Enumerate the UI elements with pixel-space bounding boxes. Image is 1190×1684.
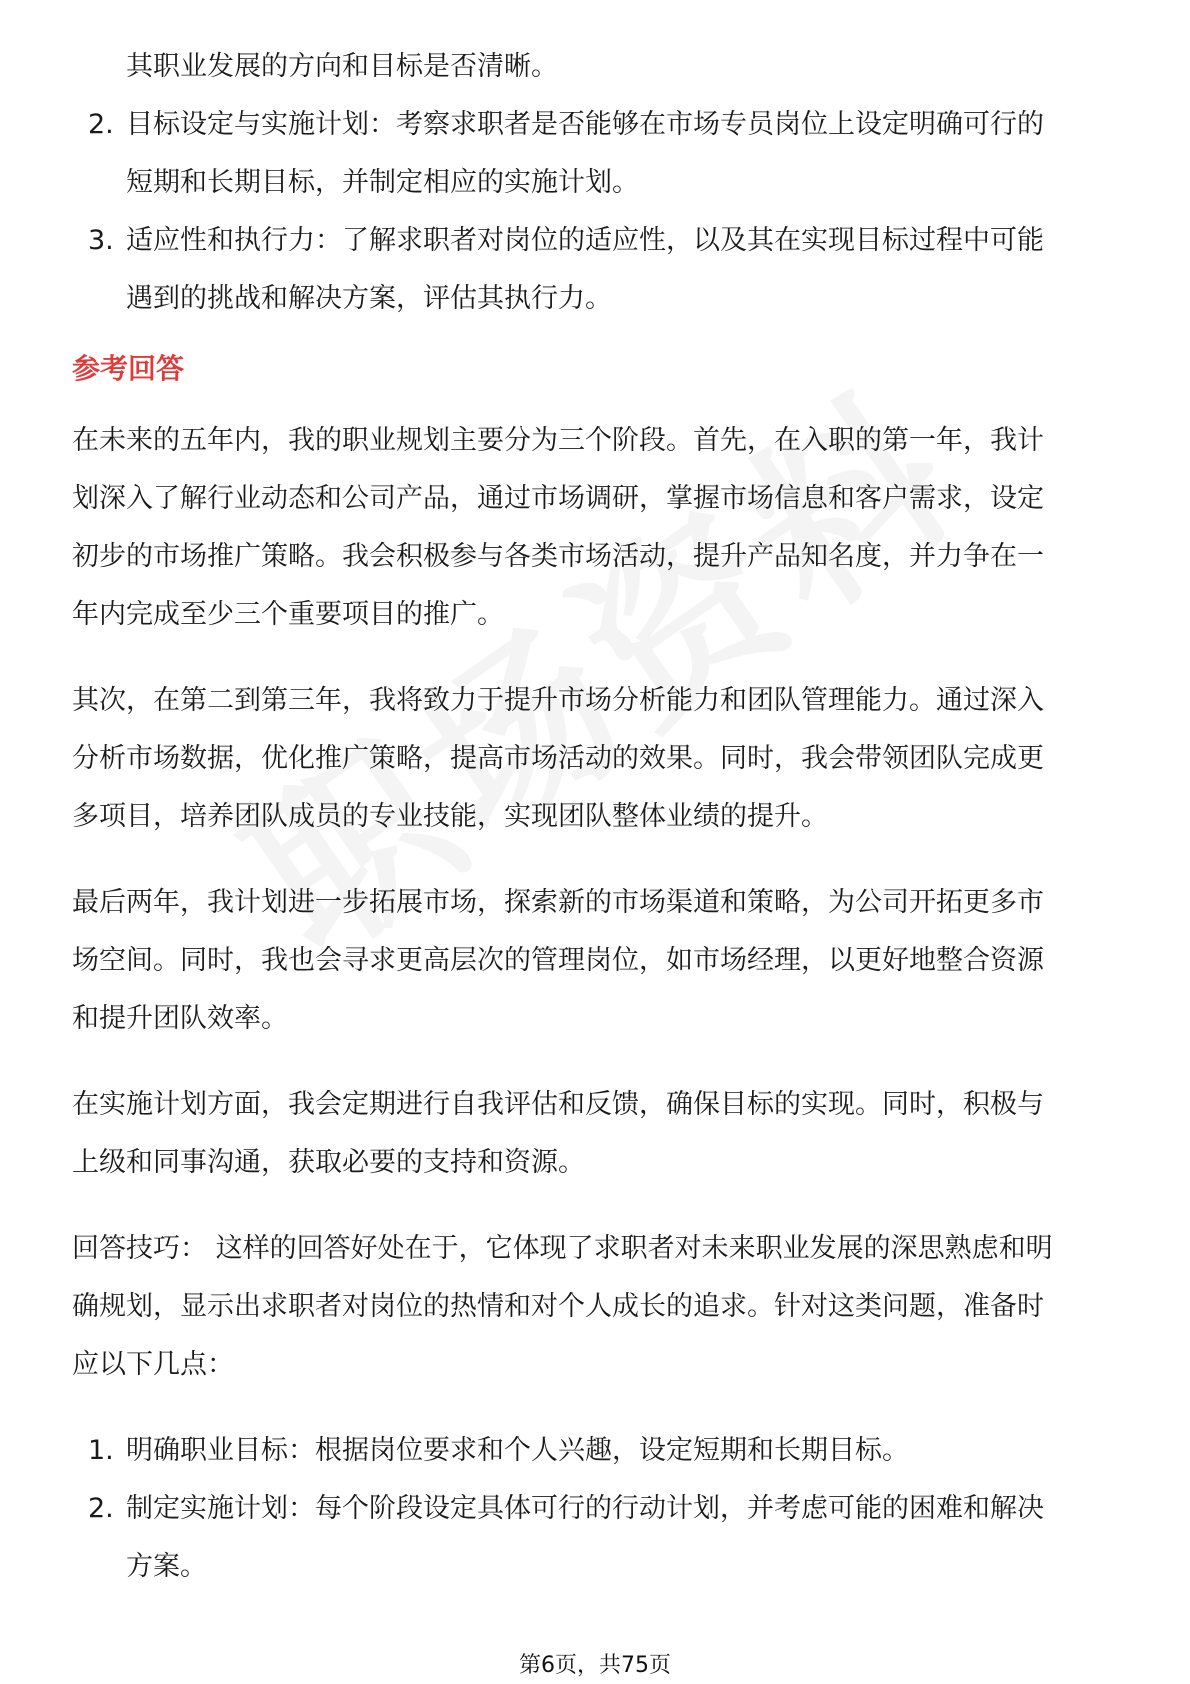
list-item xyxy=(72,96,1132,212)
list-continuation: 其职业发展的方向和目标是否清晰。 xyxy=(126,51,558,82)
list-number: 3. xyxy=(88,225,114,256)
paragraph xyxy=(72,1220,1132,1394)
page-content xyxy=(72,38,1132,1596)
paragraph-line: 在实施计划方面，我会定期进行自我评估和反馈，确保目标的实现。同时，积极与 xyxy=(72,1089,1044,1120)
paragraph-line: 分析市场数据，优化推广策略，提高市场活动的效果。同时，我会带领团队完成更 xyxy=(72,743,1044,774)
list-line: 目标设定与实施计划：考察求职者是否能够在市场专员岗位上设定明确可行的 xyxy=(126,109,1044,140)
list-item xyxy=(72,1480,1132,1596)
paragraph-line: 在未来的五年内，我的职业规划主要分为三个阶段。首先，在入职的第一年，我计 xyxy=(72,425,1044,456)
list-item xyxy=(72,1422,1132,1480)
list-line: 方案。 xyxy=(126,1551,207,1582)
paragraph-line: 上级和同事沟通，获取必要的支持和资源。 xyxy=(72,1147,585,1178)
list-number: 2. xyxy=(88,109,114,140)
paragraph-line: 其次，在第二到第三年，我将致力于提升市场分析能力和团队管理能力。通过深入 xyxy=(72,685,1044,716)
paragraph-line: 划深入了解行业动态和公司产品，通过市场调研，掌握市场信息和客户需求，设定 xyxy=(72,483,1044,514)
paragraph-line: 场空间。同时，我也会寻求更高层次的管理岗位，如市场经理，以更好地整合资源 xyxy=(72,945,1044,976)
paragraph xyxy=(72,874,1132,1048)
page-number-footer: 第6页，共75页 xyxy=(519,1653,671,1678)
list-line: 制定实施计划：每个阶段设定具体可行的行动计划，并考虑可能的困难和解决 xyxy=(126,1493,1044,1524)
paragraph-line: 和提升团队效率。 xyxy=(72,1003,288,1034)
paragraph xyxy=(72,1076,1132,1192)
paragraph-line: 初步的市场推广策略。我会积极参与各类市场活动，提升产品知名度，并力争在一 xyxy=(72,541,1044,572)
paragraph-line: 多项目，培养团队成员的专业技能，实现团队整体业绩的提升。 xyxy=(72,801,828,832)
paragraph-line: 应以下几点： xyxy=(72,1349,234,1380)
list-number: 1. xyxy=(88,1435,114,1466)
list-item xyxy=(72,212,1132,328)
paragraph-line: 确规划，显示出求职者对岗位的热情和对个人成长的追求。针对这类问题，准备时 xyxy=(72,1291,1044,1322)
paragraph-line: 年内完成至少三个重要项目的推广。 xyxy=(72,599,504,630)
list-number: 2. xyxy=(88,1493,114,1524)
paragraph-line: 最后两年，我计划进一步拓展市场，探索新的市场渠道和策略，为公司开拓更多市 xyxy=(72,887,1044,918)
list-line: 遇到的挑战和解决方案，评估其执行力。 xyxy=(126,283,612,314)
paragraph-line: 回答技巧： 这样的回答好处在于，它体现了求职者对未来职业发展的深思熟虑和明 xyxy=(72,1233,1053,1264)
paragraph xyxy=(72,672,1132,846)
list-line: 明确职业目标：根据岗位要求和个人兴趣，设定短期和长期目标。 xyxy=(126,1435,909,1466)
paragraph xyxy=(72,412,1132,644)
list-line: 短期和长期目标，并制定相应的实施计划。 xyxy=(126,167,639,198)
list-line: 适应性和执行力：了解求职者对岗位的适应性，以及其在实现目标过程中可能 xyxy=(126,225,1044,256)
section-heading: 参考回答 xyxy=(72,352,185,385)
